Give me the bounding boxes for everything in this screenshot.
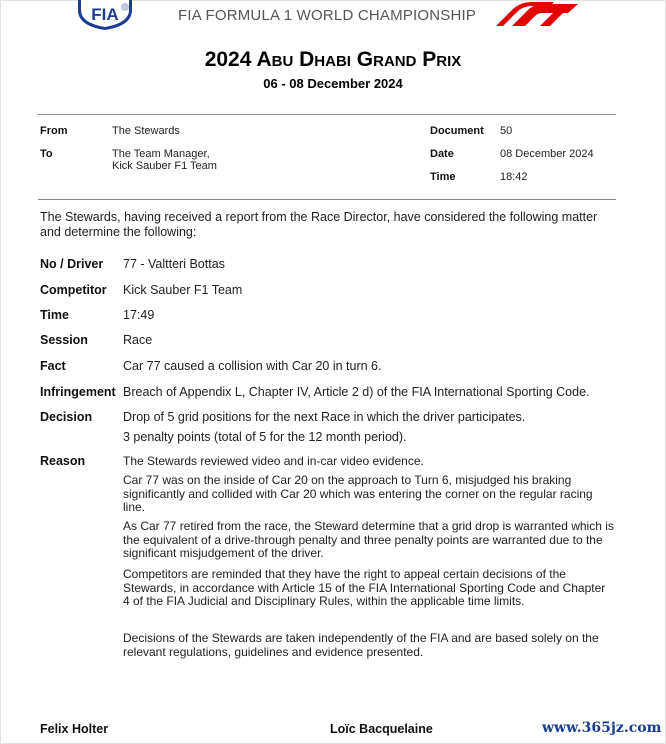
decision-line-1: Drop of 5 grid positions for the next Race in which the driver participates. (123, 410, 526, 424)
driver-label: No / Driver (40, 257, 104, 271)
header-organization: FIA FORMULA 1 WORLD CHAMPIONSHIP (178, 7, 477, 24)
fia-logo (74, 0, 136, 30)
f1-logo (494, 2, 578, 26)
time-value: 18:42 (500, 171, 528, 183)
date-label: Date (430, 148, 454, 160)
decision-line-2: 3 penalty points (total of 5 for the 12 month period). (123, 430, 407, 444)
divider-top (38, 114, 616, 115)
event-dates: 06 - 08 December 2024 (263, 76, 403, 91)
decision-label: Decision (40, 410, 93, 424)
incident-time-label: Time (40, 308, 69, 322)
time-label: Time (430, 171, 456, 183)
fact-label: Fact (40, 359, 66, 373)
date-value: 08 December 2024 (500, 148, 594, 160)
fia-logo-text: FIA (91, 5, 119, 24)
infringement-label: Infringement (40, 385, 116, 399)
from-value: The Stewards (112, 125, 180, 137)
from-label: From (40, 125, 68, 137)
to-value-line2: Kick Sauber F1 Team (112, 160, 217, 172)
document-title: 2024 Abu Dhabi Grand Prix (204, 48, 462, 71)
reason-paragraph-5: Decisions of the Stewards are taken independently of the FIA and are based solely on the relevant regulations, guidelines and evidence presented. (123, 631, 599, 659)
reason-paragraph-4: Competitors are reminded that they have the right to appeal certain decisions of the Stewards, in accordance with Article 15 of the FIA International Sporting Code and Chapter 4 of the FIA Judicial and Disciplinary Rules, within the applicable time limits. (123, 567, 606, 608)
document-label: Document (430, 125, 484, 137)
document-number: 50 (500, 125, 513, 137)
session-value: Race (123, 333, 153, 347)
watermark: www.365jz.com (542, 720, 662, 736)
reason-paragraph-2: Car 77 was on the inside of Car 20 on the approach to Turn 6, misjudged his braking significantly and collided with Car 20 which was entering the corner on the regular racing line. (123, 473, 593, 514)
reason-paragraph-1: The Stewards reviewed video and in-car video evidence. (123, 454, 424, 468)
to-label: To (40, 148, 53, 160)
fact-value: Car 77 caused a collision with Car 20 in turn 6. (123, 359, 382, 373)
incident-time-value: 17:49 (123, 308, 155, 322)
session-label: Session (40, 333, 88, 347)
divider-bottom (38, 199, 616, 200)
competitor-value: Kick Sauber F1 Team (123, 283, 243, 297)
intro-text: The Stewards, having received a report from the Race Director, have considered the following matter and determine the following: (40, 210, 598, 239)
reason-paragraph-3: As Car 77 retired from the race, the Steward determine that a grid drop is warranted which is the equivalent of a drive-through penalty and three penalty points are warranted due to the significant misjudgement of the driver. (123, 519, 614, 560)
to-value-line1: The Team Manager, (112, 148, 210, 160)
steward-signature-2: Loïc Bacquelaine (330, 722, 433, 736)
driver-value: 77 - Valtteri Bottas (123, 257, 225, 271)
steward-signature-1: Felix Holter (40, 722, 109, 736)
reason-label: Reason (40, 454, 86, 468)
competitor-label: Competitor (40, 283, 107, 297)
infringement-value: Breach of Appendix L, Chapter IV, Article 2 d) of the FIA International Sporting Code. (123, 385, 590, 399)
